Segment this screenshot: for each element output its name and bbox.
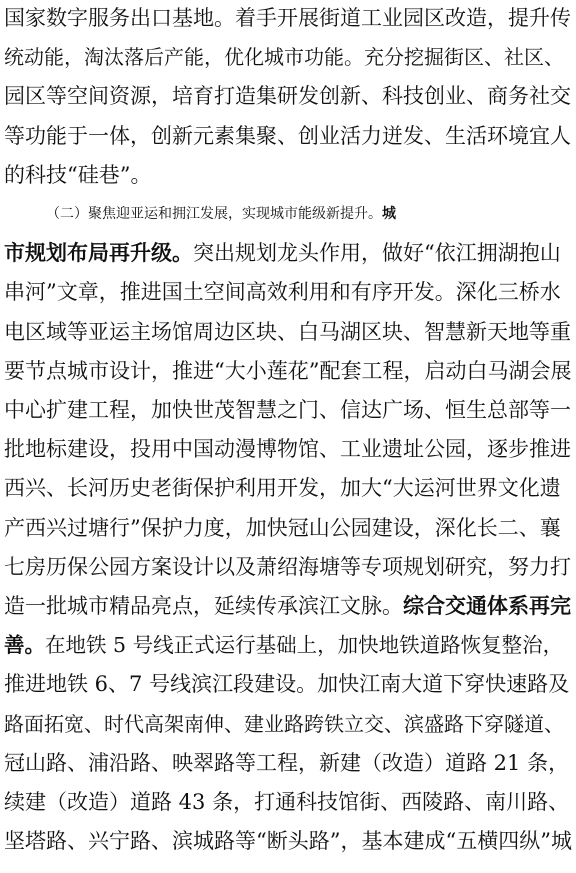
text-line (4, 630, 572, 660)
bold-heading-text: 善。 (4, 633, 45, 658)
text-line (4, 81, 572, 111)
text-line (4, 42, 572, 72)
body-text: 串河”文章，推进国土空间高效利用和有序开发。深化三桥水 (4, 280, 561, 305)
body-text: （二）聚焦迎亚运和拥江发展，实现城市能级新提升。 (46, 206, 382, 222)
body-text: 要节点城市设计，推进“大小莲花”配套工程，启动白马湖会展 (4, 358, 572, 383)
body-text: 中心扩建工程，加快世茂智慧之门、信达广场、恒生总部等一 (4, 398, 571, 422)
body-text: 坚塔路、兴宁路、滨城路等“断头路”，基本建成“五横四纵”城 (4, 829, 572, 854)
body-text: 推进地铁 6、7 号线滨江段建设。加快江南大道下穿快速路及 (4, 672, 570, 697)
bold-heading-text: 综合交通体系再完 (403, 594, 571, 618)
text-line (4, 395, 572, 425)
bold-heading-text: 城 (382, 206, 396, 222)
body-text: 路面拓宽、时代高架南伸、建业路跨铁立交、滨盛路下穿隧道、 (4, 711, 564, 736)
bold-heading-text: 市规划布局再升级。 (4, 241, 193, 266)
body-text: 的科技“硅巷”。 (4, 162, 152, 187)
text-line (4, 199, 572, 229)
body-text: 园区等空间资源，培育打造集研发创新、科技创业、商务社交 (4, 84, 571, 109)
body-text: 电区域等亚运主场馆周边区块、白马湖区块、智慧新天地等重 (4, 319, 571, 344)
document-page (4, 0, 572, 873)
text-line (4, 3, 572, 33)
text-line (4, 826, 572, 856)
text-line (4, 238, 572, 268)
text-line (4, 434, 572, 464)
body-text: 续建（改造）道路 43 条，打通科技馆街、西陵路、南川路、 (4, 790, 570, 814)
text-line (4, 277, 572, 307)
text-line (4, 787, 572, 817)
text-line (4, 513, 572, 543)
text-line (4, 748, 572, 778)
body-text: 造一批城市精品亮点，延续传承滨江文脉。 (4, 594, 403, 618)
body-text: 批地标建设，投用中国动漫博物馆、工业遗址公园，逐步推进 (4, 437, 571, 462)
body-text: 国家数字服务出口基地。着手开展街道工业园区改造，提升传 (4, 6, 571, 30)
body-text: 在地铁 5 号线正式运行基础上，加快地铁道路恢复整治， (45, 633, 564, 658)
body-text: 西兴、长河历史老街保护利用开发，加大“大运河世界文化遗 (4, 476, 561, 501)
body-text: 产西兴过塘行”保护力度，加快冠山公园建设，深化长二、襄 (4, 515, 561, 540)
text-line (4, 473, 572, 503)
text-line (4, 160, 572, 190)
text-line (4, 591, 572, 621)
text-line (4, 356, 572, 386)
text-line (4, 669, 572, 699)
body-text: 等功能于一体，创新元素集聚、创业活力迸发、生活环境宜人 (4, 123, 571, 148)
text-line (4, 121, 572, 151)
body-text: 统动能，淘汰落后产能，优化城市功能。充分挖掘街区、社区、 (4, 45, 564, 70)
text-line (4, 552, 572, 582)
text-line (4, 709, 572, 739)
text-line (4, 317, 572, 347)
body-text: 冠山路、浦沿路、映翠路等工程，新建（改造）道路 21 条， (4, 750, 570, 775)
body-text: 七房历保公园方案设计以及萧绍海塘等专项规划研究，努力打 (4, 554, 571, 579)
body-text: 突出规划龙头作用，做好“依江拥湖抱山 (193, 241, 561, 266)
